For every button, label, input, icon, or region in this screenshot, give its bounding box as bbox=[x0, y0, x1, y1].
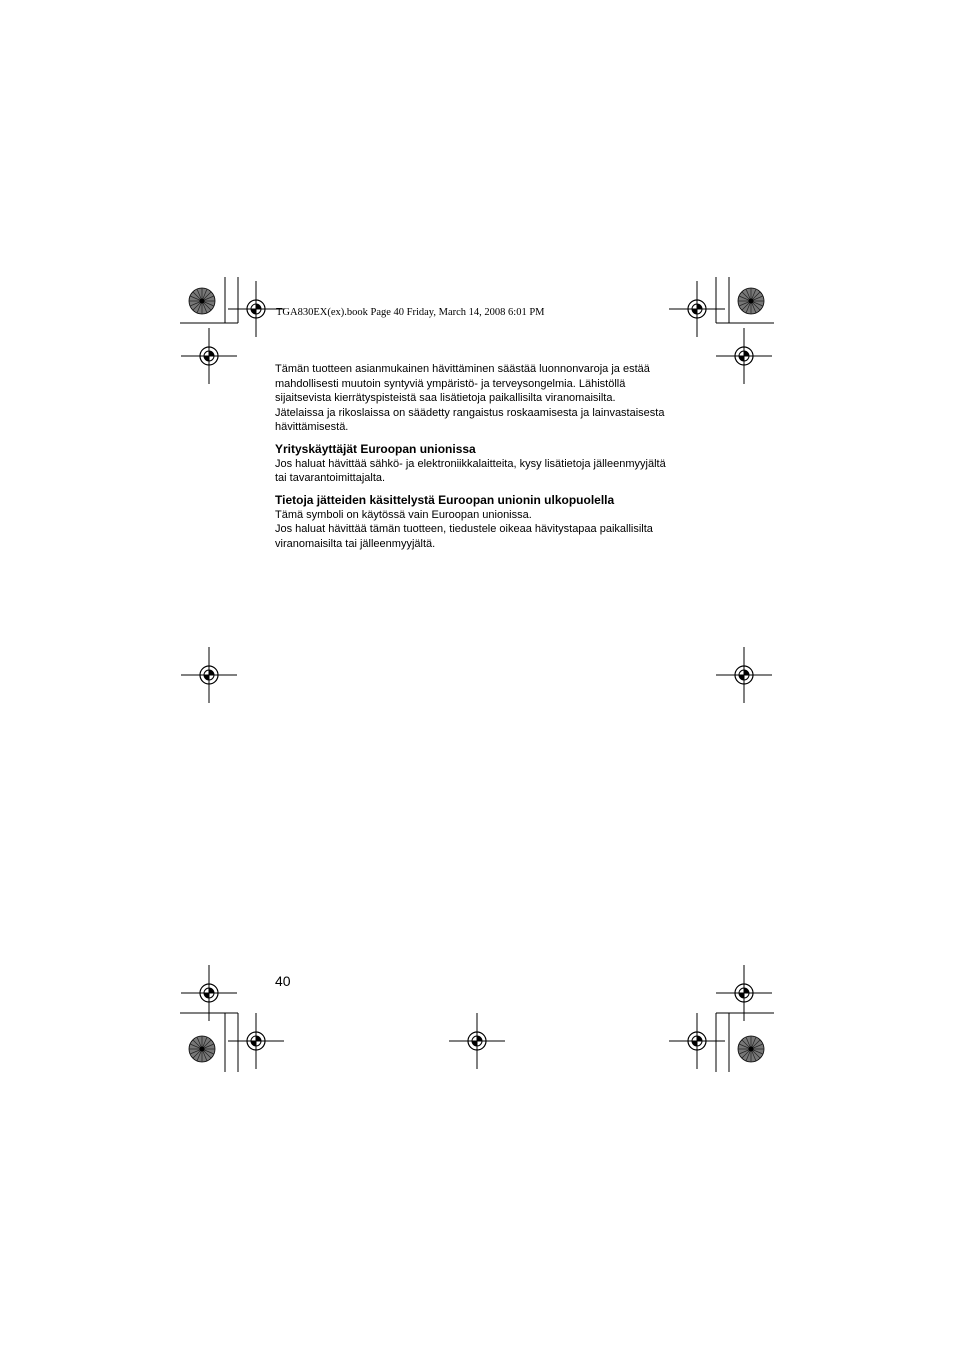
section-heading-outside-eu: Tietoja jätteiden käsittelystä Euroopan unionin ulkopuolella bbox=[275, 492, 615, 507]
registration-mark-upper-right bbox=[716, 328, 772, 384]
registration-mark-upper-left bbox=[181, 328, 237, 384]
print-header: TGA830EX(ex).book Page 40 Friday, March 14, 2008 6:01 PM bbox=[276, 307, 545, 318]
intro-paragraph: Tämän tuotteen asianmukainen hävittäminen säästää luonnonvaroja ja estää mahdollisesti muutoin syntyviä ympäristö- ja terveysongelmia. Lähistöllä sijaitsevista kierrätyspisteistä saa lisätietoja paikallisilta viranomaisilta. Jätelaissa ja rikoslaissa on säädetty rangaistus roskaamisesta ja lainvastaisesta hävittämisestä. bbox=[275, 363, 665, 433]
registration-mark-top-right-inner bbox=[669, 281, 725, 337]
page-content bbox=[275, 362, 695, 551]
section-heading-business-users: Yrityskäyttäjät Euroopan unionissa bbox=[275, 441, 476, 456]
registration-mark-bottom-right-inner bbox=[669, 1013, 725, 1069]
star-target-bottom-right bbox=[738, 1036, 764, 1062]
registration-mark-bottom-left-inner bbox=[228, 1013, 284, 1069]
registration-mark-middle-left bbox=[181, 647, 237, 703]
page-number: 40 bbox=[275, 973, 291, 989]
star-target-top-right bbox=[738, 288, 764, 314]
star-target-bottom-left bbox=[189, 1036, 215, 1062]
section-text-business-users: Jos haluat hävittää sähkö- ja elektroniikkalaitteita, kysy lisätietoja jälleenmyyjältä tai tavarantoimittajalta. bbox=[275, 457, 666, 484]
registration-mark-bottom-center bbox=[449, 1013, 505, 1069]
section-text-outside-eu: Tämä symboli on käytössä vain Euroopan unionissa. Jos haluat hävittää tämän tuotteen, tiedustele oikeaa hävitystapaa paikallisilta viranomaisilta tai jälleenmyyjältä. bbox=[275, 508, 653, 550]
star-target-top-left bbox=[189, 288, 215, 314]
registration-mark-middle-right bbox=[716, 647, 772, 703]
